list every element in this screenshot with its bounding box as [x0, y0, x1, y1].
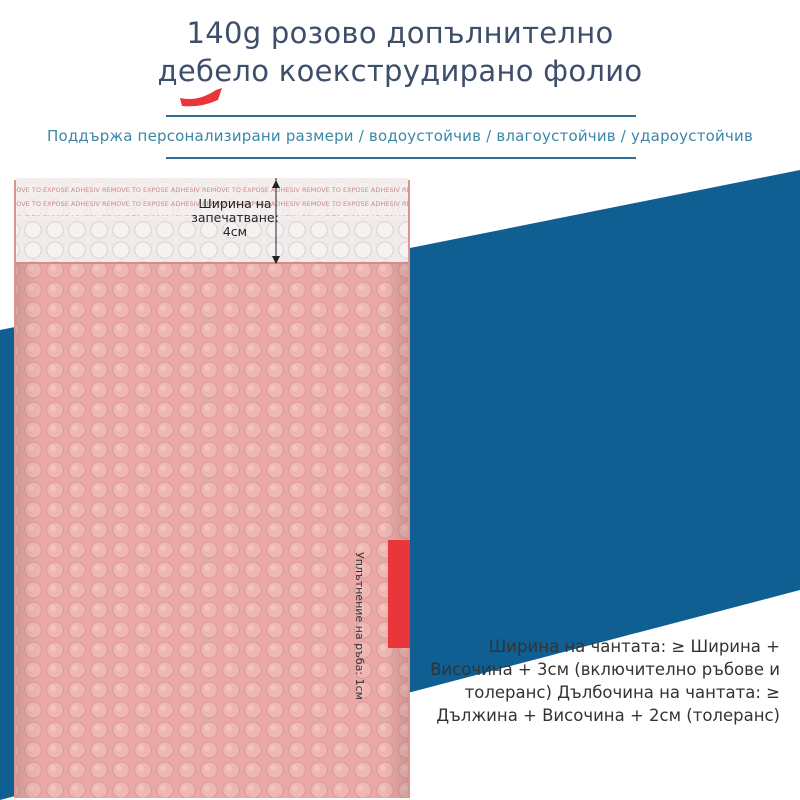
edge-seam-label: Уплътнение на ръба: 1см	[353, 552, 366, 700]
seal-width-label: Ширина на запечатване: 4см	[191, 196, 279, 239]
title-line-2: дебело коекструдирано фолио	[157, 54, 643, 88]
seal-red-marker	[388, 540, 410, 648]
features-subtitle: Поддържа персонализирани размери / водоустойчив / влагоустойчив / удароустойчив	[46, 127, 754, 145]
title-line-1: 140g розово допълнително	[186, 16, 614, 50]
bag-size-spec: Ширина на чантата: ≥ Ширина + Височина + 3см (включително ръбове и толеранс) Дълбочина на чантата: ≥ Дължина + Височина + 2см (толеранс)	[430, 637, 780, 725]
body-shading	[16, 262, 408, 798]
